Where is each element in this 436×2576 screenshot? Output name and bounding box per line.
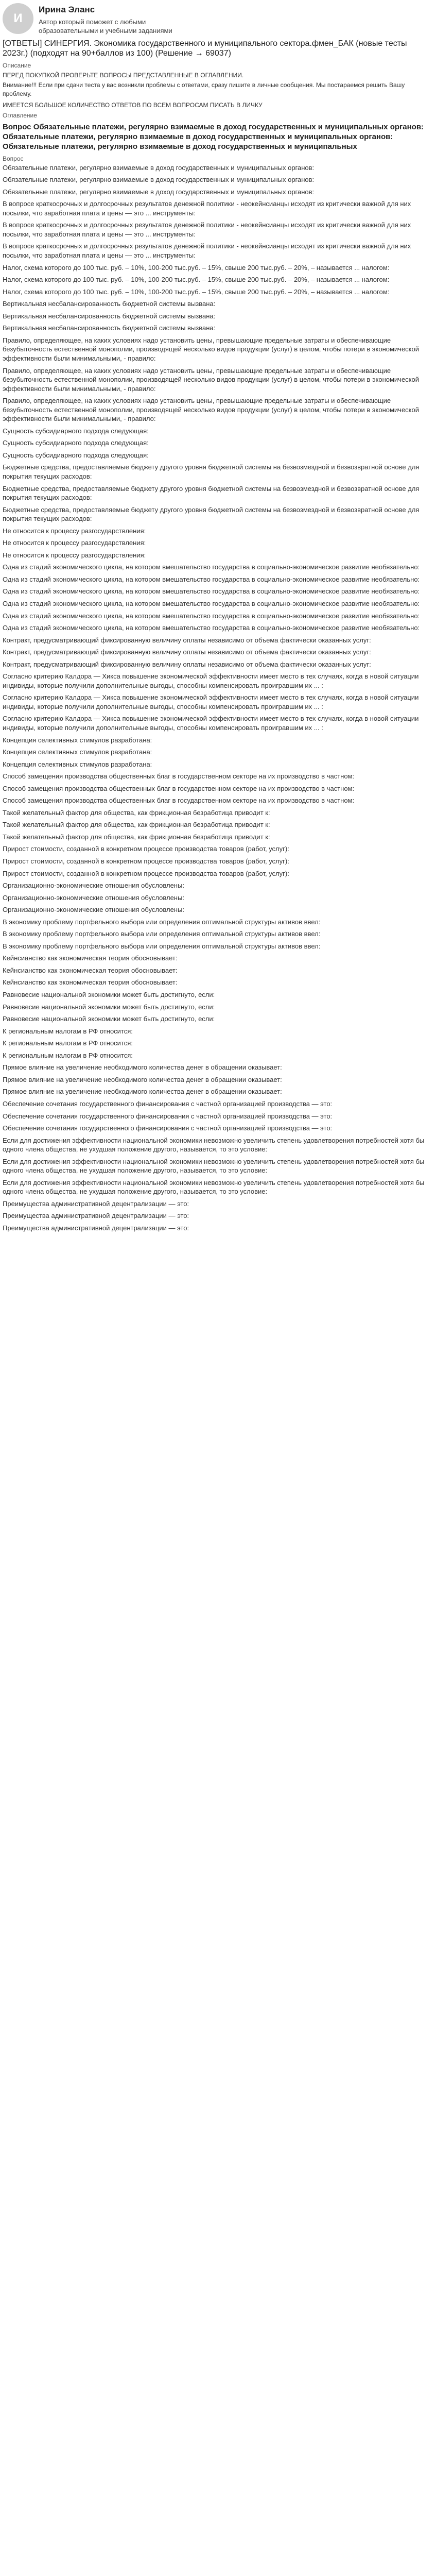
question-item: Организационно-экономические отношения обусловлены:	[3, 893, 184, 902]
question-list	[3, 163, 433, 1233]
question-item: Контракт, предусматривающий фиксированную величину оплаты независимо от объема фактически оказанных услуг:	[3, 636, 371, 644]
lead-question: Вопрос Обязательные платежи, регулярно взимаемые в доход государственных и муниципальных органов: Обязательные платежи, регулярно взимаемые в доход государственных и муниципальных органов: Обязательные платежи, регулярно взимаемые в доход государственных и муниципальных	[3, 123, 424, 151]
question-item: Согласно критерию Калдора — Хикса повышение экономической эффективности имеет место в тех случаях, когда в новой ситуации индивиды, которые получили дополнительные выгоды, способны компенсировать проигравшим их ... :	[3, 715, 419, 732]
question-section-label: Вопрос	[3, 155, 24, 163]
question-item: Прирост стоимости, созданной в конкретном процессе производства товаров (работ, услуг):	[3, 845, 289, 853]
question-item: Обеспечение сочетания государственного финансирования с частной организацией производства — это:	[3, 1099, 333, 1108]
question-item: В вопросе краткосрочных и долгосрочных результатов денежной политики - неокейнсианцы исходят из критически важной для них посылки, что заработная плата и цены — это ... инструменты:	[3, 221, 411, 238]
page	[0, 0, 436, 1233]
question-item: Равновесие национальной экономики может быть достигнуто, если:	[3, 1003, 215, 1011]
question-item: Прямое влияние на увеличение необходимого количества денег в обращении оказывает:	[3, 1063, 282, 1072]
question-item: Контракт, предусматривающий фиксированную величину оплаты независимо от объема фактически оказанных услуг:	[3, 660, 371, 668]
question-item: Одна из стадий экономического цикла, на котором вмешательство государства в социально-экономическое развитие необязательно:	[3, 624, 420, 632]
question-item: Прямое влияние на увеличение необходимого количества денег в обращении оказывает:	[3, 1075, 282, 1083]
avatar[interactable]: И	[3, 3, 33, 34]
author-description: Автор который поможет с любыми образовательными и учебными заданиями	[39, 18, 172, 35]
question-item: Концепция селективных стимулов разработана:	[3, 736, 152, 744]
question-item: Равновесие национальной экономики может быть достигнуто, если:	[3, 1015, 215, 1023]
description-label: Описание	[3, 62, 31, 70]
question-item: Кейнсианство как экономическая теория обосновывает:	[3, 966, 178, 974]
author-name[interactable]: Ирина Эланс	[39, 5, 95, 14]
question-item: В экономику проблему портфельного выбора или определения оптимальной структуры активов ввел:	[3, 930, 321, 938]
question-item: Вертикальная несбалансированность бюджетной системы вызвана:	[3, 324, 216, 332]
question-item: Способ замещения производства общественных благ в государственном секторе на их производство в частном:	[3, 772, 355, 781]
question-item: Бюджетные средства, предоставляемые бюджету другого уровня бюджетной системы на безвозмездной и безвозвратной основе для покрытия текущих расходов:	[3, 463, 420, 480]
question-item: Обеспечение сочетания государственного финансирования с частной организацией производства — это:	[3, 1112, 333, 1120]
question-item: Одна из стадий экономического цикла, на котором вмешательство государства в социально-экономическое развитие необязательно:	[3, 599, 420, 607]
question-item: Концепция селективных стимулов разработана:	[3, 748, 152, 756]
question-item: В вопросе краткосрочных и долгосрочных результатов денежной политики - неокейнсианцы исходят из критически важной для них посылки, что заработная плата и цены — это ... инструменты:	[3, 200, 411, 217]
caps-notice: ИМЕЕТСЯ БОЛЬШОЕ КОЛИЧЕСТВО ОТВЕТОВ ПО ВСЕМ ВОПРОСАМ ПИСАТЬ В ЛИЧКУ	[3, 101, 263, 109]
question-item: Вертикальная несбалансированность бюджетной системы вызвана:	[3, 300, 216, 308]
question-item: Правило, определяющее, на каких условиях надо установить цены, превышающие предельные затраты и обеспечивающие безубыточность естественной монополии, производящей несколько видов продукции (услуг) в целом, чтобы потери в экономической эффективности были минимальными, - правило:	[3, 397, 420, 423]
question-item: Кейнсианство как экономическая теория обосновывает:	[3, 978, 178, 987]
question-item: Одна из стадий экономического цикла, на котором вмешательство государства в социально-экономическое развитие необязательно:	[3, 587, 420, 596]
question-item: К региональным налогам в РФ относится:	[3, 1027, 133, 1035]
question-item: Не относится к процессу разгосударствления:	[3, 551, 146, 559]
question-item: Вертикальная несбалансированность бюджетной системы вызвана:	[3, 312, 216, 320]
question-item: Бюджетные средства, предоставляемые бюджету другого уровня бюджетной системы на безвозмездной и безвозвратной основе для покрытия текущих расходов:	[3, 484, 420, 502]
question-item: Не относится к процессу разгосударствления:	[3, 527, 146, 535]
question-item: Способ замещения производства общественных благ в государственном секторе на их производство в частном:	[3, 796, 355, 805]
author-block	[3, 0, 433, 38]
question-item: Если для достижения эффективности национальной экономики невозможно увеличить степень удовлетворения потребностей хотя бы одного члена общества, не ухудшая положение другого, называется, то это условие:	[3, 1178, 425, 1196]
question-item: Согласно критерию Калдора — Хикса повышение экономической эффективности имеет место в тех случаях, когда в новой ситуации индивиды, которые получили дополнительные выгоды, способны компенсировать проигравшим их ... :	[3, 672, 419, 689]
question-item: Если для достижения эффективности национальной экономики невозможно увеличить степень удовлетворения потребностей хотя бы одного члена общества, не ухудшая положение другого, называется, то это условие:	[3, 1157, 425, 1175]
question-item: Обязательные платежи, регулярно взимаемые в доход государственных и муниципальных органов:	[3, 176, 315, 184]
toc-label: Оглавление	[3, 112, 37, 120]
question-item: Обеспечение сочетания государственного финансирования с частной организацией производства — это:	[3, 1124, 333, 1132]
question-item: Прямое влияние на увеличение необходимого количества денег в обращении оказывает:	[3, 1088, 282, 1096]
question-item: Бюджетные средства, предоставляемые бюджету другого уровня бюджетной системы на безвозмездной и безвозвратной основе для покрытия текущих расходов:	[3, 505, 420, 523]
attention-notice: Внимание!!! Если при сдачи теста у вас возникли проблемы с ответами, сразу пишите в личные сообщения. Мы постараемся решить Вашу проблему.	[3, 81, 405, 97]
question-item: Обязательные платежи, регулярно взимаемые в доход государственных и муниципальных органов:	[3, 188, 315, 196]
question-item: Такой желательный фактор для общества, как фрикционная безработица приводит к:	[3, 833, 270, 841]
question-item: В экономику проблему портфельного выбора или определения оптимальной структуры активов ввел:	[3, 942, 321, 950]
question-item: Организационно-экономические отношения обусловлены:	[3, 906, 184, 914]
question-item: Преимущества административной децентрализации — это:	[3, 1224, 189, 1232]
question-item: Одна из стадий экономического цикла, на котором вмешательство государства в социально-экономическое развитие необязательно:	[3, 612, 420, 620]
question-item: Сущность субсидиарного подхода следующая:	[3, 427, 149, 435]
question-item: Способ замещения производства общественных благ в государственном секторе на их производство в частном:	[3, 784, 355, 792]
page-title: [ОТВЕТЫ] СИНЕРГИЯ. Экономика государственного и муниципального сектора.фмен_БАК (новые тесты 2023г.) (подходят на 90+баллов из 100) (Решение → 69037)	[3, 39, 407, 58]
question-item: Прирост стоимости, созданной в конкретном процессе производства товаров (работ, услуг):	[3, 869, 289, 877]
question-item: Преимущества административной децентрализации — это:	[3, 1212, 189, 1220]
question-item: Контракт, предусматривающий фиксированную величину оплаты независимо от объема фактически оказанных услуг:	[3, 648, 371, 656]
question-item: Правило, определяющее, на каких условиях надо установить цены, превышающие предельные затраты и обеспечивающие безубыточность естественной монополии, производящей несколько видов продукции (услуг) в целом, чтобы потери в экономической эффективности были минимальными, - правило:	[3, 366, 420, 393]
question-item: Равновесие национальной экономики может быть достигнуто, если:	[3, 991, 215, 999]
question-item: Правило, определяющее, на каких условиях надо установить цены, превышающие предельные затраты и обеспечивающие безубыточность естественной монополии, производящей несколько видов продукции (услуг) в целом, чтобы потери в экономической эффективности были минимальными, - правило:	[3, 336, 420, 362]
author-info	[39, 4, 172, 36]
question-item: Концепция селективных стимулов разработана:	[3, 760, 152, 768]
question-item: В экономику проблему портфельного выбора или определения оптимальной структуры активов ввел:	[3, 918, 321, 926]
question-item: В вопросе краткосрочных и долгосрочных результатов денежной политики - неокейнсианцы исходят из критически важной для них посылки, что заработная плата и цены — это ... инструменты:	[3, 242, 411, 260]
question-item: Сущность субсидиарного подхода следующая:	[3, 439, 149, 447]
read-notice: ПЕРЕД ПОКУПКОЙ ПРОВЕРЬТЕ ВОПРОСЫ ПРЕДСТАВЛЕННЫЕ В ОГЛАВЛЕНИИ.	[3, 72, 244, 79]
question-item: Такой желательный фактор для общества, как фрикционная безработица приводит к:	[3, 808, 270, 817]
question-item: Налог, схема которого до 100 тыс. руб. – 10%, 100-200 тыс.руб. – 15%, свыше 200 тыс.руб. – 20%, – называется ... налогом:	[3, 276, 390, 284]
question-item: Одна из стадий экономического цикла, на котором вмешательство государства в социально-экономическое развитие необязательно:	[3, 575, 420, 583]
question-item: Такой желательный фактор для общества, как фрикционная безработица приводит к:	[3, 821, 270, 829]
question-item: Преимущества административной децентрализации — это:	[3, 1199, 189, 1208]
question-item: Налог, схема которого до 100 тыс. руб. – 10%, 100-200 тыс.руб. – 15%, свыше 200 тыс.руб. – 20%, – называется ... налогом:	[3, 287, 390, 296]
question-item: Одна из стадий экономического цикла, на котором вмешательство государства в социально-экономическое развитие необязательно:	[3, 563, 420, 571]
question-item: Не относится к процессу разгосударствления:	[3, 539, 146, 547]
question-item: Прирост стоимости, созданной в конкретном процессе производства товаров (работ, услуг):	[3, 857, 289, 866]
question-item: Организационно-экономические отношения обусловлены:	[3, 882, 184, 890]
question-item: Согласно критерию Калдора — Хикса повышение экономической эффективности имеет место в тех случаях, когда в новой ситуации индивиды, которые получили дополнительные выгоды, способны компенсировать проигравшим их ... :	[3, 693, 419, 710]
question-item: К региональным налогам в РФ относится:	[3, 1039, 133, 1047]
question-item: Сущность субсидиарного подхода следующая:	[3, 451, 149, 459]
question-item: Кейнсианство как экономическая теория обосновывает:	[3, 954, 178, 962]
question-item: Обязательные платежи, регулярно взимаемые в доход государственных и муниципальных органов:	[3, 163, 315, 172]
question-item: Налог, схема которого до 100 тыс. руб. – 10%, 100-200 тыс.руб. – 15%, свыше 200 тыс.руб. – 20%, – называется ... налогом:	[3, 263, 390, 272]
question-item: К региональным налогам в РФ относится:	[3, 1051, 133, 1059]
question-item: Если для достижения эффективности национальной экономики невозможно увеличить степень удовлетворения потребностей хотя бы одного члена общества, не ухудшая положение другого, называется, то это условие:	[3, 1136, 425, 1154]
